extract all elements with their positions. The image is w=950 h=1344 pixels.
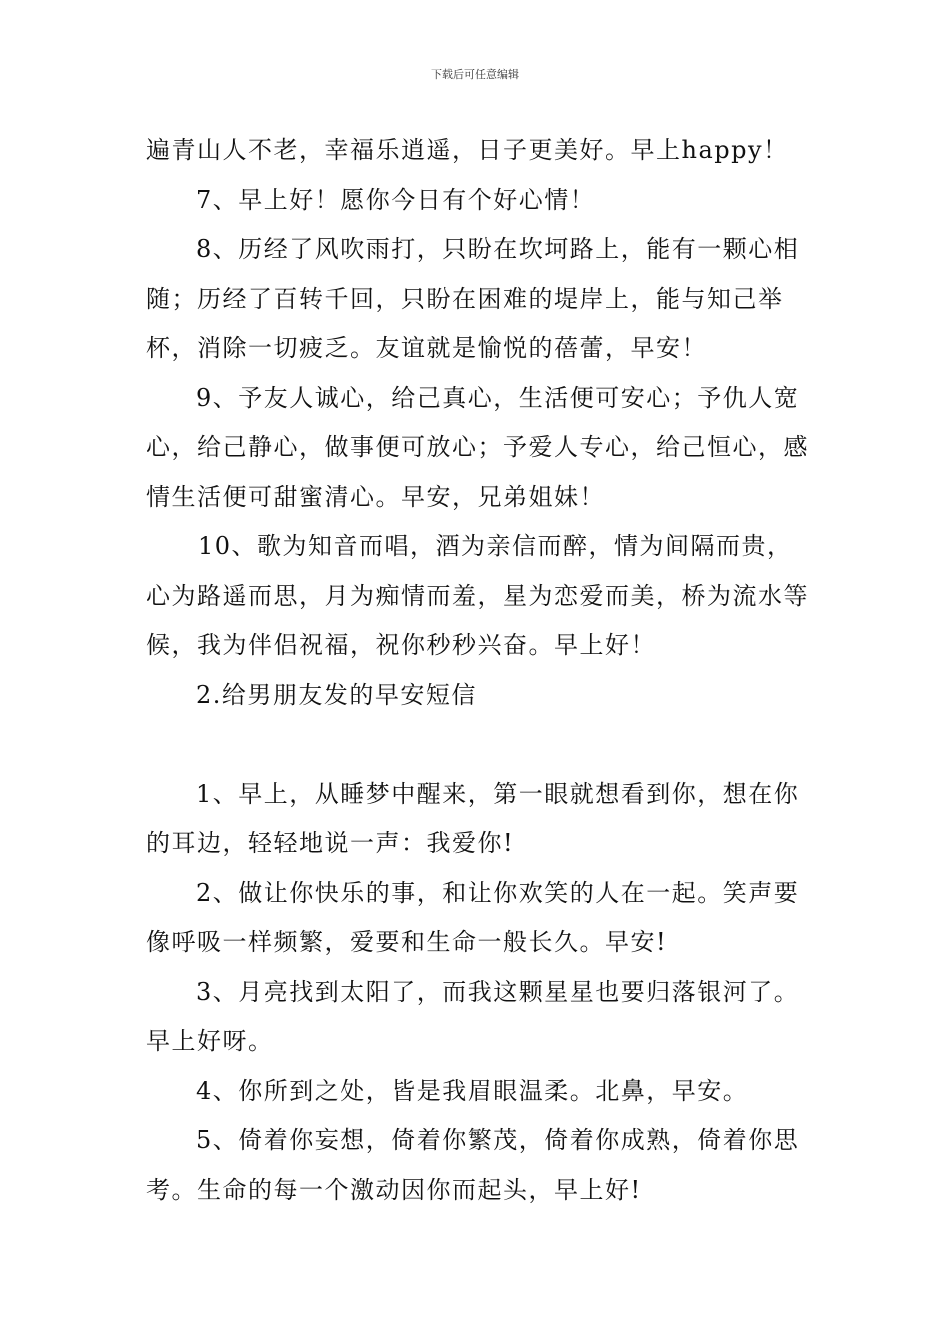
paragraph-item-5: 5、倚着你妄想，倚着你繁茂，倚着你成熟，倚着你思考。生命的每一个激动因你而起头，早上好! bbox=[146, 1126, 800, 1204]
page-header: 下载后可任意编辑 bbox=[431, 68, 519, 81]
paragraph-item-8: 8、历经了风吹雨打，只盼在坎坷路上，能有一颗心相随；历经了百转千回，只盼在困难的堤岸上，能与知己举杯，消除一切疲乏。友谊就是愉悦的蓓蕾，早安！ bbox=[146, 235, 800, 362]
paragraph-item-1: 1、早上，从睡梦中醒来，第一眼就想看到你，想在你的耳边，轻轻地说一声：我爱你! bbox=[146, 779, 800, 857]
paragraph-item-2: 2、做让你快乐的事，和让你欢笑的人在一起。笑声要像呼吸一样频繁，爱要和生命一般长久。早安! bbox=[146, 878, 800, 956]
paragraph-continuation: 遍青山人不老，幸福乐逍遥，日子更美好。早上happy！ bbox=[146, 136, 789, 164]
paragraph-item-7: 7、早上好！愿你今日有个好心情！ bbox=[196, 185, 596, 214]
document-body bbox=[146, 126, 810, 1215]
paragraph-item-4: 4、你所到之处，皆是我眉眼温柔。北鼻，早安。 bbox=[196, 1076, 749, 1105]
section-heading: 2.给男朋友发的早安短信 bbox=[196, 680, 477, 709]
paragraph-item-3: 3、月亮找到太阳了，而我这颗星星也要归落银河了。早上好呀。 bbox=[146, 977, 800, 1055]
paragraph-item-10: 10、歌为知音而唱，酒为亲信而醉，情为间隔而贵，心为路遥而思，月为痴情而羞，星为恋爱而美，桥为流水等候，我为伴侣祝福，祝你秒秒兴奋。早上好！ bbox=[146, 532, 809, 659]
blank-line bbox=[146, 720, 810, 770]
paragraph-item-9: 9、予友人诚心，给己真心，生活便可安心；予仇人宽心，给己静心，做事便可放心；予爱人专心，给己恒心，感情生活便可甜蜜清心。早安，兄弟姐妹！ bbox=[146, 383, 809, 511]
